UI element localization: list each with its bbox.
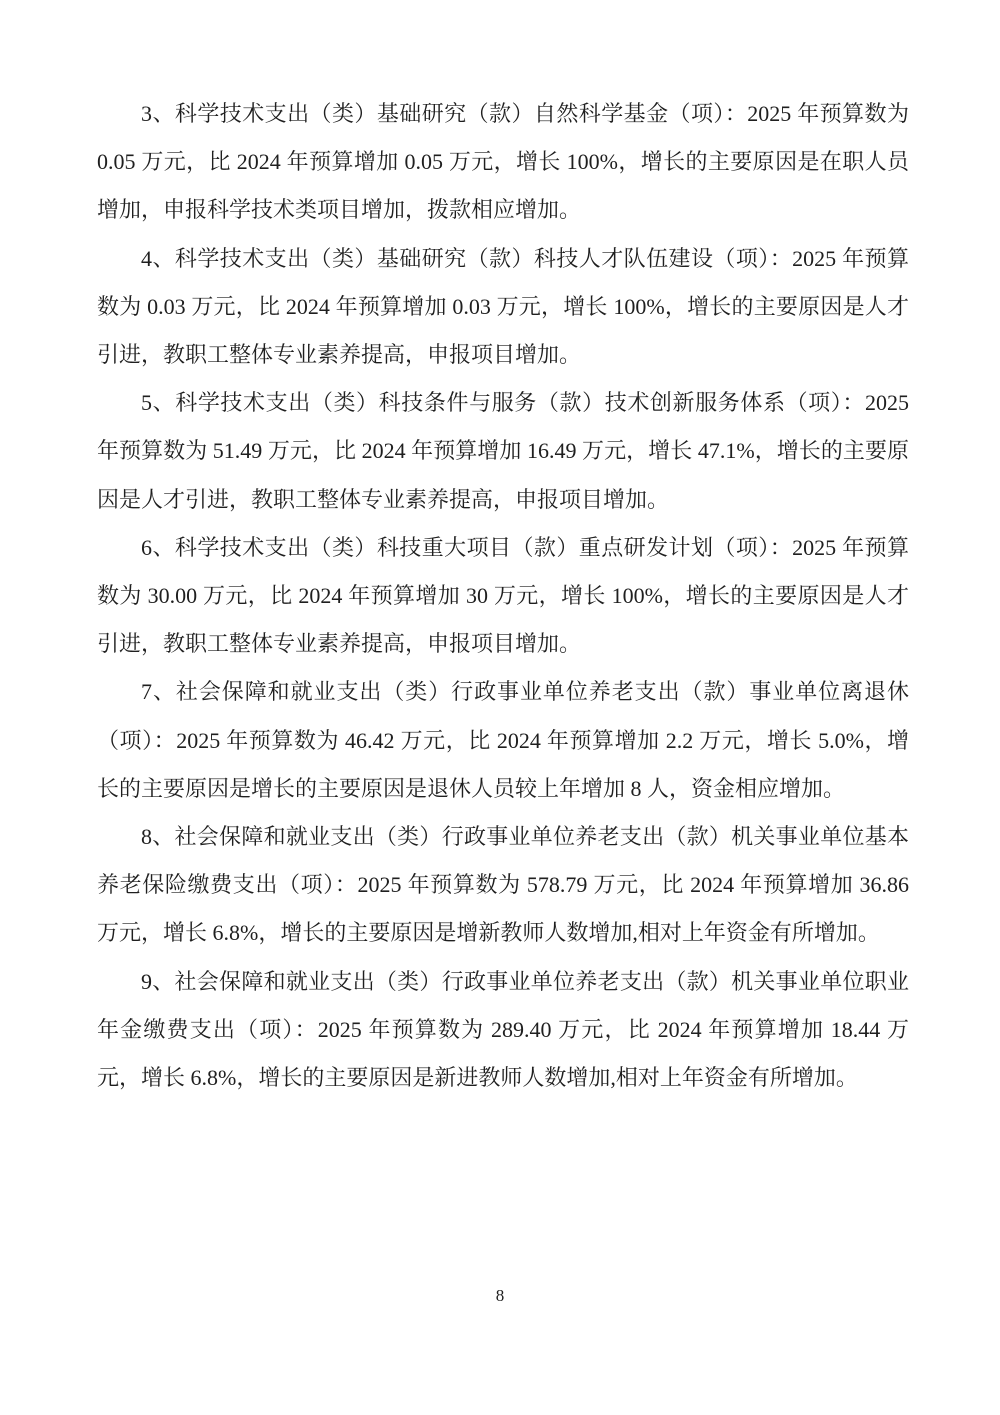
- budget-item-3: 3、科学技术支出（类）基础研究（款）自然科学基金（项）：2025 年预算数为 0.05 万元，比 2024 年预算增加 0.05 万元，增长 100%，增长的主要原因是在职人员增加，申报科学技术类项目增加，拨款相应增加。: [97, 101, 909, 223]
- page-number: 8: [495, 1286, 505, 1305]
- budget-item-9: 9、社会保障和就业支出（类）行政事业单位养老支出（款）机关事业单位职业年金缴费支出（项）：2025 年预算数为 289.40 万元，比 2024 年预算增加 18.44 万元，增长 6.8%，增长的主要原因是新进教师人数增加,相对上年资金有所增加。: [97, 968, 909, 1091]
- page-body-text: [97, 90, 909, 1102]
- budget-item-4: 4、科学技术支出（类）基础研究（款）科技人才队伍建设（项）：2025 年预算数为 0.03 万元，比 2024 年预算增加 0.03 万元，增长 100%，增长的主要原因是人才引进，教职工整体专业素养提高，申报项目增加。: [97, 245, 909, 368]
- budget-item-8: 8、社会保障和就业支出（类）行政事业单位养老支出（款）机关事业单位基本养老保险缴费支出（项）：2025 年预算数为 578.79 万元，比 2024 年预算增加 36.86 万元，增长 6.8%，增长的主要原因是增新教师人数增加,相对上年资金有所增加。: [97, 824, 909, 946]
- budget-item-7: 7、社会保障和就业支出（类）行政事业单位养老支出（款）事业单位离退休（项）：2025 年预算数为 46.42 万元，比 2024 年预算增加 2.2 万元，增长 5.0%，增长的主要原因是增长的主要原因是退休人员较上年增加 8 人，资金相应增加。: [97, 679, 909, 801]
- budget-item-6: 6、科学技术支出（类）科技重大项目（款）重点研发计划（项）：2025 年预算数为 30.00 万元，比 2024 年预算增加 30 万元，增长 100%，增长的主要原因是人才引进，教职工整体专业素养提高，申报项目增加。: [97, 534, 909, 657]
- budget-item-5: 5、科学技术支出（类）科技条件与服务（款）技术创新服务体系（项）：2025 年预算数为 51.49 万元，比 2024 年预算增加 16.49 万元，增长 47.1%，增长的主要原因是人才引进，教职工整体专业素养提高，申报项目增加。: [97, 390, 909, 512]
